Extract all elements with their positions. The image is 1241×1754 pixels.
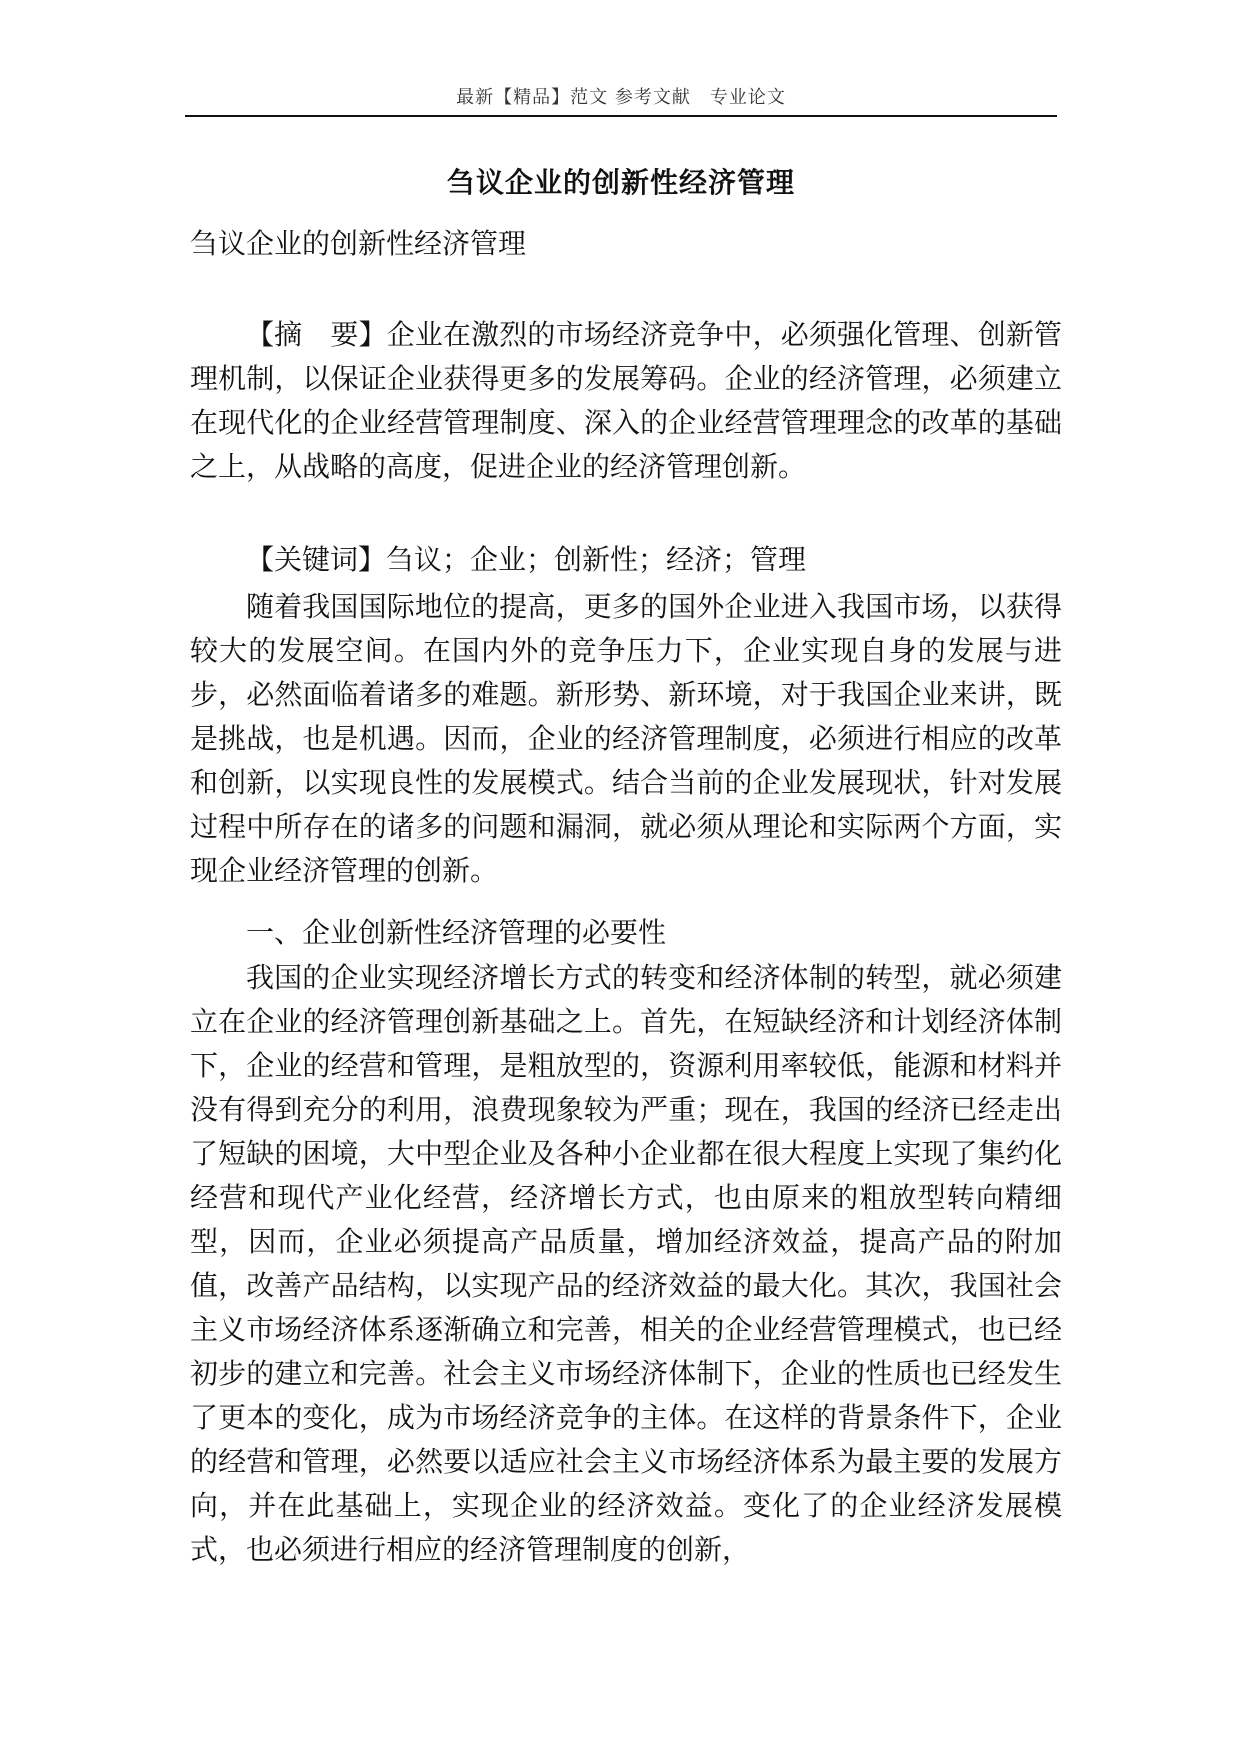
body-paragraph-necessity: 我国的企业实现经济增长方式的转变和经济体制的转型，就必须建立在企业的经济管理创新基础之上。首先，在短缺经济和计划经济体制下，企业的经营和管理，是粗放型的，资源利用率较低，能源和材料并没有得到充分的利用，浪费现象较为严重；现在，我国的经济已经走出了短缺的困境，大中型企业及各种小企业都在很大程度上实现了集约化经营和现代产业化经营，经济增长方式，也由原来的粗放型转向精细型，因而，企业必须提高产品质量，增加经济效益，提高产品的附加值，改善产品结构，以实现产品的经济效益的最大化。其次，我国社会主义市场经济体系逐渐确立和完善，相关的企业经营管理模式，也已经初步的建立和完善。社会主义市场经济体制下，企业的性质也已经发生了更本的变化，成为市场经济竞争的主体。在这样的背景条件下，企业的经营和管理，必然要以适应社会主义市场经济体系为最主要的发展方向，并在此基础上，实现企业的经济效益。变化了的企业经济发展模式，也必须进行相应的经济管理制度的创新，	[190, 961, 1062, 1566]
header-divider	[185, 115, 1057, 117]
body-paragraph-intro: 随着我国国际地位的提高，更多的国外企业进入我国市场，以获得较大的发展空间。在国内外的竞争压力下，企业实现自身的发展与进步，必然面临着诸多的难题。新形势、新环境，对于我国企业来讲，既是挑战，也是机遇。因而，企业的经济管理制度，必须进行相应的改革和创新，以实现良性的发展模式。结合当前的企业发展现状，针对发展过程中所存在的诸多的问题和漏洞，就必须从理论和实际两个方面，实现企业经济管理的创新。	[190, 590, 1062, 887]
section-heading: 一、企业创新性经济管理的必要性	[246, 916, 667, 949]
keywords-line: 【关键词】刍议；企业；创新性；经济；管理	[246, 543, 807, 576]
abstract-paragraph: 【摘 要】企业在激烈的市场经济竞争中，必须强化管理、创新管理机制，以保证企业获得更多的发展筹码。企业的经济管理，必须建立在现代化的企业经营管理制度、深入的企业经营管理理念的改革的基础之上，从战略的高度，促进企业的经济管理创新。	[190, 318, 1062, 483]
document-title: 刍议企业的创新性经济管理	[446, 166, 795, 199]
document-subtitle: 刍议企业的创新性经济管理	[190, 227, 527, 260]
running-header: 最新【精品】范文 参考文献 专业论文	[456, 87, 786, 108]
